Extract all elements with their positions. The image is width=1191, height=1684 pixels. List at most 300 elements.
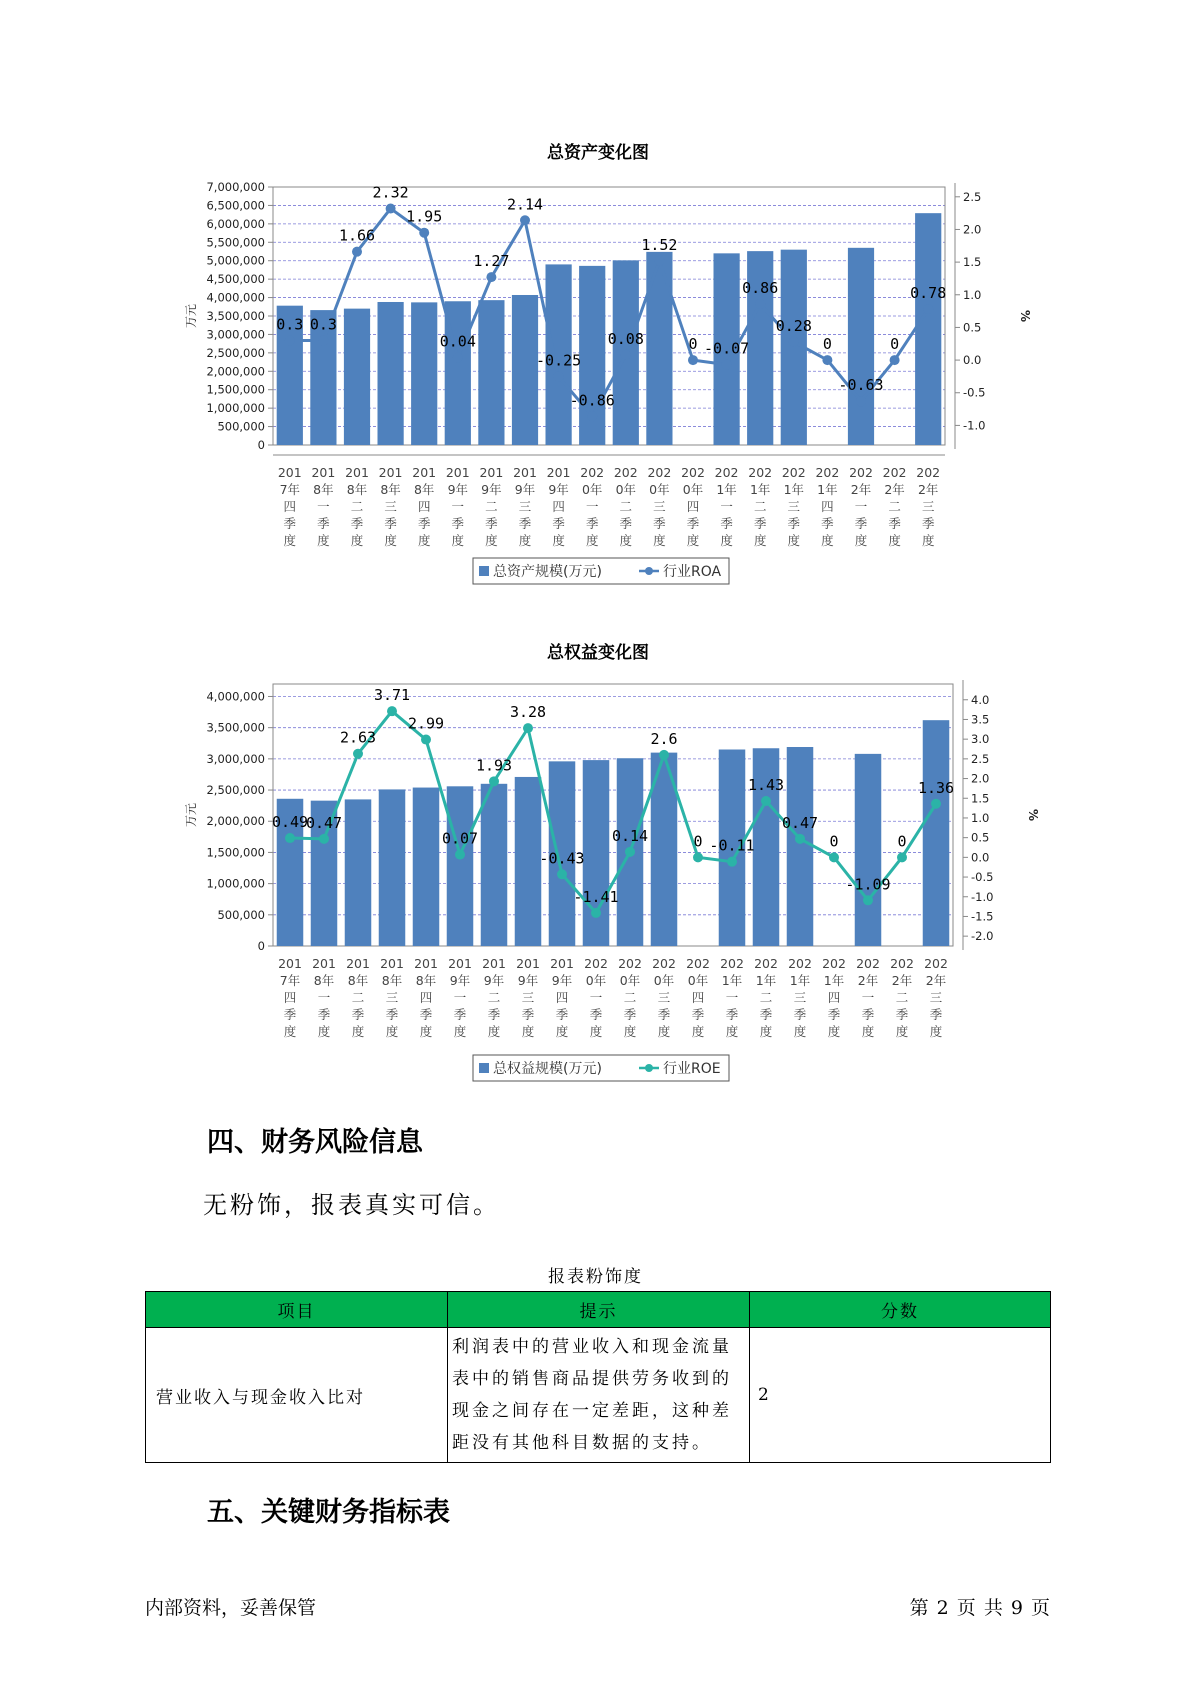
x-tick-label: 度 xyxy=(623,1024,637,1039)
x-tick-label: 202 xyxy=(584,956,608,971)
x-tick-label: 202 xyxy=(580,465,605,480)
legend-line-label: 行业ROA xyxy=(663,564,722,580)
x-tick-label: 一 xyxy=(854,499,868,514)
bar xyxy=(413,788,440,946)
x-tick-label: 四 xyxy=(821,499,834,514)
x-tick-label: 202 xyxy=(856,956,880,971)
x-tick-label: 202 xyxy=(613,465,638,480)
x-tick-label: 202 xyxy=(890,956,914,971)
x-tick-label: 202 xyxy=(822,956,846,971)
x-tick-label: 四 xyxy=(417,499,431,514)
x-tick-label: 9年 xyxy=(517,973,539,988)
data-label: 2.99 xyxy=(407,714,445,733)
data-label: 2.6 xyxy=(650,729,678,748)
row-hint: 利润表中的营业收入和现金流量表中的销售商品提供劳务收到的现金之间存在一定差距，这种差距没有其他科目数据的支持。 xyxy=(448,1328,750,1463)
x-tick-label: 一 xyxy=(453,990,467,1005)
x-tick-label: 度 xyxy=(283,1024,297,1039)
line-point xyxy=(285,833,295,843)
x-tick-label: 1年 xyxy=(817,482,838,497)
data-label: 0 xyxy=(688,335,698,354)
y2-tick-label: 0.0 xyxy=(963,353,982,368)
x-tick-label: 度 xyxy=(888,533,901,548)
data-label: -1.09 xyxy=(845,875,891,894)
x-tick-label: 二 xyxy=(753,499,767,514)
line-point xyxy=(727,857,737,867)
x-tick-label: 度 xyxy=(350,533,364,548)
x-tick-label: 季 xyxy=(283,1007,297,1022)
line-point xyxy=(285,335,295,345)
x-tick-label: 202 xyxy=(849,465,873,480)
y2-tick-label: -0.5 xyxy=(971,870,994,885)
y-tick-label: 2,000,000 xyxy=(206,814,265,829)
x-tick-label: 三 xyxy=(518,499,532,514)
x-tick-label: 201 xyxy=(278,956,302,971)
y-tick-label: 4,000,000 xyxy=(206,290,265,305)
x-tick-label: 一 xyxy=(585,499,599,514)
x-tick-label: 一 xyxy=(725,990,739,1005)
x-tick-label: 202 xyxy=(788,956,812,971)
y-tick-label: 3,500,000 xyxy=(206,720,265,735)
x-tick-label: 201 xyxy=(312,956,336,971)
chart-title: 总资产变化图 xyxy=(547,143,649,163)
x-tick-label: 201 xyxy=(550,956,574,971)
x-tick-label: 201 xyxy=(346,956,370,971)
data-label: 0.47 xyxy=(305,813,343,832)
x-tick-label: 度 xyxy=(653,533,666,548)
y2-tick-label: 2.5 xyxy=(963,189,982,204)
data-label: 0 xyxy=(897,832,907,851)
x-tick-label: 0年 xyxy=(649,482,670,497)
data-label: 1.52 xyxy=(641,235,678,254)
data-label: 1.95 xyxy=(406,207,443,226)
y2-tick-label: 2.0 xyxy=(963,222,982,237)
x-tick-label: 1年 xyxy=(823,973,845,988)
x-tick-label: 二 xyxy=(619,499,633,514)
chart-title: 总权益变化图 xyxy=(547,643,649,663)
footer-page-number: 第 2 页 共 9 页 xyxy=(909,1597,1051,1619)
bar xyxy=(481,784,508,946)
x-tick-label: 0年 xyxy=(653,973,675,988)
x-tick-label: 2年 xyxy=(884,482,905,497)
total-equity-chart xyxy=(0,630,1191,1090)
x-tick-label: 季 xyxy=(921,516,935,531)
line-point xyxy=(587,411,597,421)
x-tick-label: 三 xyxy=(385,990,399,1005)
line-point xyxy=(755,299,765,309)
x-tick-label: 9年 xyxy=(514,482,536,497)
x-tick-label: 201 xyxy=(345,465,369,480)
data-label: -0.86 xyxy=(569,391,615,410)
data-label: 0.07 xyxy=(441,829,479,848)
x-tick-label: 201 xyxy=(513,465,537,480)
x-tick-label: 度 xyxy=(384,533,397,548)
x-tick-label: 季 xyxy=(419,1007,433,1022)
y-axis-label: 万元 xyxy=(184,303,198,329)
x-tick-label: 三 xyxy=(921,499,935,514)
line-point xyxy=(654,256,664,266)
x-tick-label: 度 xyxy=(854,533,868,548)
line-point xyxy=(353,749,363,759)
x-tick-label: 度 xyxy=(555,1024,569,1039)
x-tick-label: 季 xyxy=(854,516,868,531)
x-tick-label: 度 xyxy=(921,533,935,548)
x-tick-label: 0年 xyxy=(619,973,641,988)
total-assets-chart xyxy=(0,130,1191,590)
legend-line-marker xyxy=(645,1064,653,1072)
x-tick-label: 1年 xyxy=(721,973,743,988)
x-tick-label: 度 xyxy=(589,1024,603,1039)
x-tick-label: 季 xyxy=(895,1007,909,1022)
footer-confidential-note: 内部资料，妥善保管 xyxy=(145,1597,317,1619)
data-label: 0 xyxy=(693,832,703,851)
line-point xyxy=(789,337,799,347)
x-tick-label: 202 xyxy=(924,956,948,971)
x-tick-label: 二 xyxy=(350,499,364,514)
data-label: 3.28 xyxy=(509,703,547,722)
table-caption: 报表粉饰度 xyxy=(548,1267,643,1287)
data-label: 0.78 xyxy=(910,284,947,303)
x-tick-label: 度 xyxy=(585,533,599,548)
x-tick-label: 四 xyxy=(283,990,297,1005)
x-tick-label: 度 xyxy=(691,1024,705,1039)
x-tick-label: 度 xyxy=(753,533,767,548)
x-tick-label: 8年 xyxy=(346,482,368,497)
line-point xyxy=(897,852,907,862)
line-point xyxy=(795,834,805,844)
data-label: -0.63 xyxy=(838,376,884,395)
data-label: 1.43 xyxy=(747,776,785,795)
x-tick-label: 度 xyxy=(827,1024,841,1039)
y2-axis-label: % xyxy=(1026,808,1040,822)
x-tick-label: 8年 xyxy=(313,482,334,497)
x-tick-label: 三 xyxy=(793,990,807,1005)
x-tick-label: 季 xyxy=(385,1007,399,1022)
x-tick-label: 9年 xyxy=(447,482,469,497)
x-tick-label: 四 xyxy=(691,990,705,1005)
data-label: 0.04 xyxy=(439,332,476,351)
y-tick-label: 3,500,000 xyxy=(206,309,265,323)
x-tick-label: 度 xyxy=(759,1024,773,1039)
x-tick-label: 度 xyxy=(385,1024,399,1039)
x-tick-label: 四 xyxy=(283,499,297,514)
x-tick-label: 201 xyxy=(445,465,470,480)
line-point xyxy=(486,272,496,282)
y2-tick-label: 3.5 xyxy=(971,712,990,727)
bar xyxy=(646,252,672,445)
legend-line-marker xyxy=(645,567,653,575)
x-tick-label: 季 xyxy=(759,1007,773,1022)
y-tick-label: 5,500,000 xyxy=(206,235,265,250)
data-label: 1.27 xyxy=(473,252,510,271)
bar xyxy=(915,213,941,445)
y-tick-label: 2,500,000 xyxy=(206,345,265,360)
x-tick-label: 202 xyxy=(748,465,773,480)
x-tick-label: 201 xyxy=(311,465,336,480)
bar xyxy=(855,754,882,946)
section-4-heading: 四、财务风险信息 xyxy=(207,1127,423,1158)
x-tick-label: 7年 xyxy=(279,973,301,988)
x-tick-label: 9年 xyxy=(483,973,505,988)
legend-bar-label: 总资产规模(万元) xyxy=(493,564,602,580)
x-tick-label: 201 xyxy=(414,956,438,971)
x-tick-label: 二 xyxy=(351,990,365,1005)
legend-line-label: 行业ROE xyxy=(663,1061,721,1077)
x-tick-label: 201 xyxy=(412,465,437,480)
row-score: 2 xyxy=(750,1328,1051,1463)
y-tick-label: 4,500,000 xyxy=(206,272,265,287)
x-tick-label: 季 xyxy=(317,516,330,531)
x-tick-label: 季 xyxy=(317,1007,331,1022)
y2-tick-label: -1.0 xyxy=(963,418,986,433)
x-tick-label: 季 xyxy=(861,1007,875,1022)
legend-bar-label: 总权益规模(万元) xyxy=(493,1061,602,1077)
x-tick-label: 9年 xyxy=(481,482,502,497)
x-tick-label: 季 xyxy=(555,1007,569,1022)
y-tick-label: 3,000,000 xyxy=(206,751,265,766)
x-tick-label: 202 xyxy=(781,465,806,480)
data-label: 0.08 xyxy=(607,329,644,348)
y2-tick-label: 1.0 xyxy=(971,810,990,825)
x-tick-label: 度 xyxy=(351,1024,365,1039)
x-tick-label: 201 xyxy=(448,956,472,971)
x-tick-label: 三 xyxy=(653,499,666,514)
x-tick-label: 四 xyxy=(827,990,841,1005)
x-tick-label: 9年 xyxy=(551,973,573,988)
x-tick-label: 季 xyxy=(653,516,666,531)
data-label: -1.41 xyxy=(573,887,619,906)
line-point xyxy=(421,735,431,745)
x-tick-label: 度 xyxy=(518,533,532,548)
x-tick-label: 201 xyxy=(380,956,404,971)
x-tick-label: 8年 xyxy=(381,973,403,988)
y2-tick-label: 4.0 xyxy=(971,692,990,707)
data-label: 3.71 xyxy=(373,686,411,705)
y-tick-label: 6,000,000 xyxy=(206,216,265,231)
x-tick-label: 季 xyxy=(691,1007,705,1022)
data-label: 0.86 xyxy=(742,278,779,297)
x-tick-label: 季 xyxy=(725,1007,739,1022)
line-point xyxy=(829,852,839,862)
x-tick-label: 季 xyxy=(821,516,834,531)
x-tick-label: 度 xyxy=(686,533,700,548)
line-point xyxy=(557,869,567,879)
y2-tick-label: -0.5 xyxy=(963,385,986,400)
data-label: 1.93 xyxy=(475,756,513,775)
x-tick-label: 202 xyxy=(754,956,778,971)
section-5-heading: 五、关键财务指标表 xyxy=(207,1497,450,1528)
y-tick-label: 1,500,000 xyxy=(206,845,265,860)
y-tick-label: 0 xyxy=(257,939,265,953)
y-tick-label: 1,500,000 xyxy=(206,382,265,397)
y-tick-label: 2,000,000 xyxy=(206,364,265,379)
line-point xyxy=(591,908,601,918)
section-4-text: 无粉饰，报表真实可信。 xyxy=(203,1191,500,1219)
x-tick-label: 二 xyxy=(888,499,901,514)
x-tick-label: 三 xyxy=(787,499,801,514)
bar xyxy=(345,799,372,946)
x-tick-label: 度 xyxy=(485,533,498,548)
x-tick-label: 202 xyxy=(618,956,642,971)
x-tick-label: 度 xyxy=(787,533,801,548)
x-tick-label: 季 xyxy=(686,516,700,531)
y2-tick-label: -1.0 xyxy=(971,889,994,904)
data-label: 1.36 xyxy=(917,778,955,797)
data-label: -0.25 xyxy=(536,351,582,370)
x-tick-label: 度 xyxy=(552,533,565,548)
header-hint: 提示 xyxy=(448,1292,750,1328)
x-tick-label: 度 xyxy=(453,1024,467,1039)
x-tick-label: 季 xyxy=(793,1007,807,1022)
y2-tick-label: 0.0 xyxy=(971,850,990,865)
x-tick-label: 201 xyxy=(516,956,540,971)
x-tick-label: 二 xyxy=(759,990,773,1005)
legend-bar-swatch xyxy=(479,566,489,576)
x-tick-label: 季 xyxy=(283,516,297,531)
line-point xyxy=(419,228,429,238)
x-tick-label: 2年 xyxy=(857,973,879,988)
x-tick-label: 一 xyxy=(589,990,603,1005)
header-item: 项目 xyxy=(146,1292,448,1328)
x-tick-label: 季 xyxy=(827,1007,841,1022)
x-tick-label: 季 xyxy=(888,516,901,531)
x-tick-label: 四 xyxy=(552,499,565,514)
x-tick-label: 季 xyxy=(351,1007,365,1022)
bar xyxy=(512,295,538,445)
x-tick-label: 二 xyxy=(623,990,637,1005)
line-point xyxy=(822,355,832,365)
bar xyxy=(478,300,504,445)
line-point xyxy=(856,396,866,406)
data-label: 0.3 xyxy=(309,315,337,334)
x-tick-label: 季 xyxy=(485,516,498,531)
x-tick-label: 度 xyxy=(929,1024,943,1039)
row-item: 营业收入与现金收入比对 xyxy=(146,1328,448,1463)
line-point xyxy=(387,706,397,716)
line-point xyxy=(319,834,329,844)
x-tick-label: 9年 xyxy=(548,482,569,497)
line-point xyxy=(890,355,900,365)
line-point xyxy=(318,335,328,345)
x-tick-label: 四 xyxy=(555,990,569,1005)
data-label: 0 xyxy=(829,832,839,851)
x-tick-label: 季 xyxy=(350,516,364,531)
x-tick-label: 度 xyxy=(317,533,330,548)
x-tick-label: 季 xyxy=(384,516,397,531)
x-tick-label: 季 xyxy=(619,516,633,531)
y2-axis-label: % xyxy=(1018,309,1032,323)
data-label: 0.3 xyxy=(276,315,304,334)
x-tick-label: 0年 xyxy=(585,973,607,988)
data-label: 1.66 xyxy=(338,226,376,245)
x-tick-label: 8年 xyxy=(413,482,435,497)
y2-tick-label: 0.5 xyxy=(963,320,982,335)
bar xyxy=(515,777,542,946)
x-tick-label: 1年 xyxy=(749,482,771,497)
line-point xyxy=(554,371,564,381)
line-point xyxy=(352,247,362,257)
table-row xyxy=(146,1328,1051,1463)
x-tick-label: 季 xyxy=(787,516,801,531)
x-tick-label: 三 xyxy=(657,990,671,1005)
x-tick-label: 季 xyxy=(552,516,565,531)
bar xyxy=(787,747,814,946)
legend-bar-swatch xyxy=(479,1063,489,1073)
data-label: 0 xyxy=(822,335,832,354)
x-tick-label: 度 xyxy=(725,1024,739,1039)
x-tick-label: 202 xyxy=(720,956,744,971)
data-label: 0.14 xyxy=(611,826,649,845)
x-tick-label: 9年 xyxy=(449,973,471,988)
x-tick-label: 1年 xyxy=(716,482,737,497)
x-tick-label: 1年 xyxy=(755,973,777,988)
legend xyxy=(473,558,729,584)
y-tick-label: 2,500,000 xyxy=(206,783,265,798)
data-label: -0.11 xyxy=(709,836,755,855)
y-tick-label: 7,000,000 xyxy=(206,180,265,194)
x-tick-label: 季 xyxy=(623,1007,637,1022)
x-tick-label: 度 xyxy=(861,1024,875,1039)
x-tick-label: 三 xyxy=(521,990,535,1005)
x-tick-label: 一 xyxy=(720,499,733,514)
x-tick-label: 201 xyxy=(277,465,302,480)
x-tick-label: 二 xyxy=(895,990,909,1005)
y2-tick-label: 1.0 xyxy=(963,287,982,302)
x-tick-label: 二 xyxy=(485,499,498,514)
x-tick-label: 度 xyxy=(720,533,733,548)
x-tick-label: 三 xyxy=(929,990,943,1005)
x-tick-label: 季 xyxy=(585,516,599,531)
data-label: 0.47 xyxy=(781,813,819,832)
x-tick-label: 1年 xyxy=(789,973,811,988)
data-label: -0.43 xyxy=(539,849,585,868)
x-tick-label: 2年 xyxy=(925,973,947,988)
x-tick-label: 一 xyxy=(861,990,875,1005)
x-tick-label: 季 xyxy=(720,516,733,531)
line-point xyxy=(659,750,669,760)
line-point xyxy=(489,776,499,786)
data-label: -0.07 xyxy=(704,339,750,358)
x-tick-label: 8年 xyxy=(380,482,401,497)
y-tick-label: 6,500,000 xyxy=(206,198,265,213)
x-tick-label: 0年 xyxy=(682,482,704,497)
y2-tick-label: 1.5 xyxy=(971,791,990,806)
line-point xyxy=(923,304,933,314)
line-point xyxy=(520,215,530,225)
y-tick-label: 0 xyxy=(257,438,265,452)
y2-tick-label: 2.5 xyxy=(971,751,990,766)
report-embellishment-table xyxy=(145,1291,1051,1463)
x-tick-label: 202 xyxy=(916,465,941,480)
x-tick-label: 度 xyxy=(657,1024,671,1039)
y-tick-label: 4,000,000 xyxy=(206,689,265,704)
x-tick-label: 8年 xyxy=(347,973,369,988)
x-tick-label: 一 xyxy=(451,499,465,514)
y2-tick-label: 1.5 xyxy=(963,255,982,270)
x-tick-label: 季 xyxy=(753,516,767,531)
data-label: 0.28 xyxy=(775,316,812,335)
line-point xyxy=(386,204,396,214)
data-label: 2.14 xyxy=(506,195,544,214)
line-point xyxy=(625,847,635,857)
x-tick-label: 度 xyxy=(793,1024,807,1039)
y2-tick-label: 0.5 xyxy=(971,830,990,845)
x-tick-label: 四 xyxy=(686,499,700,514)
data-label: 2.32 xyxy=(372,183,409,202)
line-point xyxy=(863,895,873,905)
line-point xyxy=(621,350,631,360)
x-tick-label: 季 xyxy=(453,1007,467,1022)
x-tick-label: 1年 xyxy=(783,482,805,497)
